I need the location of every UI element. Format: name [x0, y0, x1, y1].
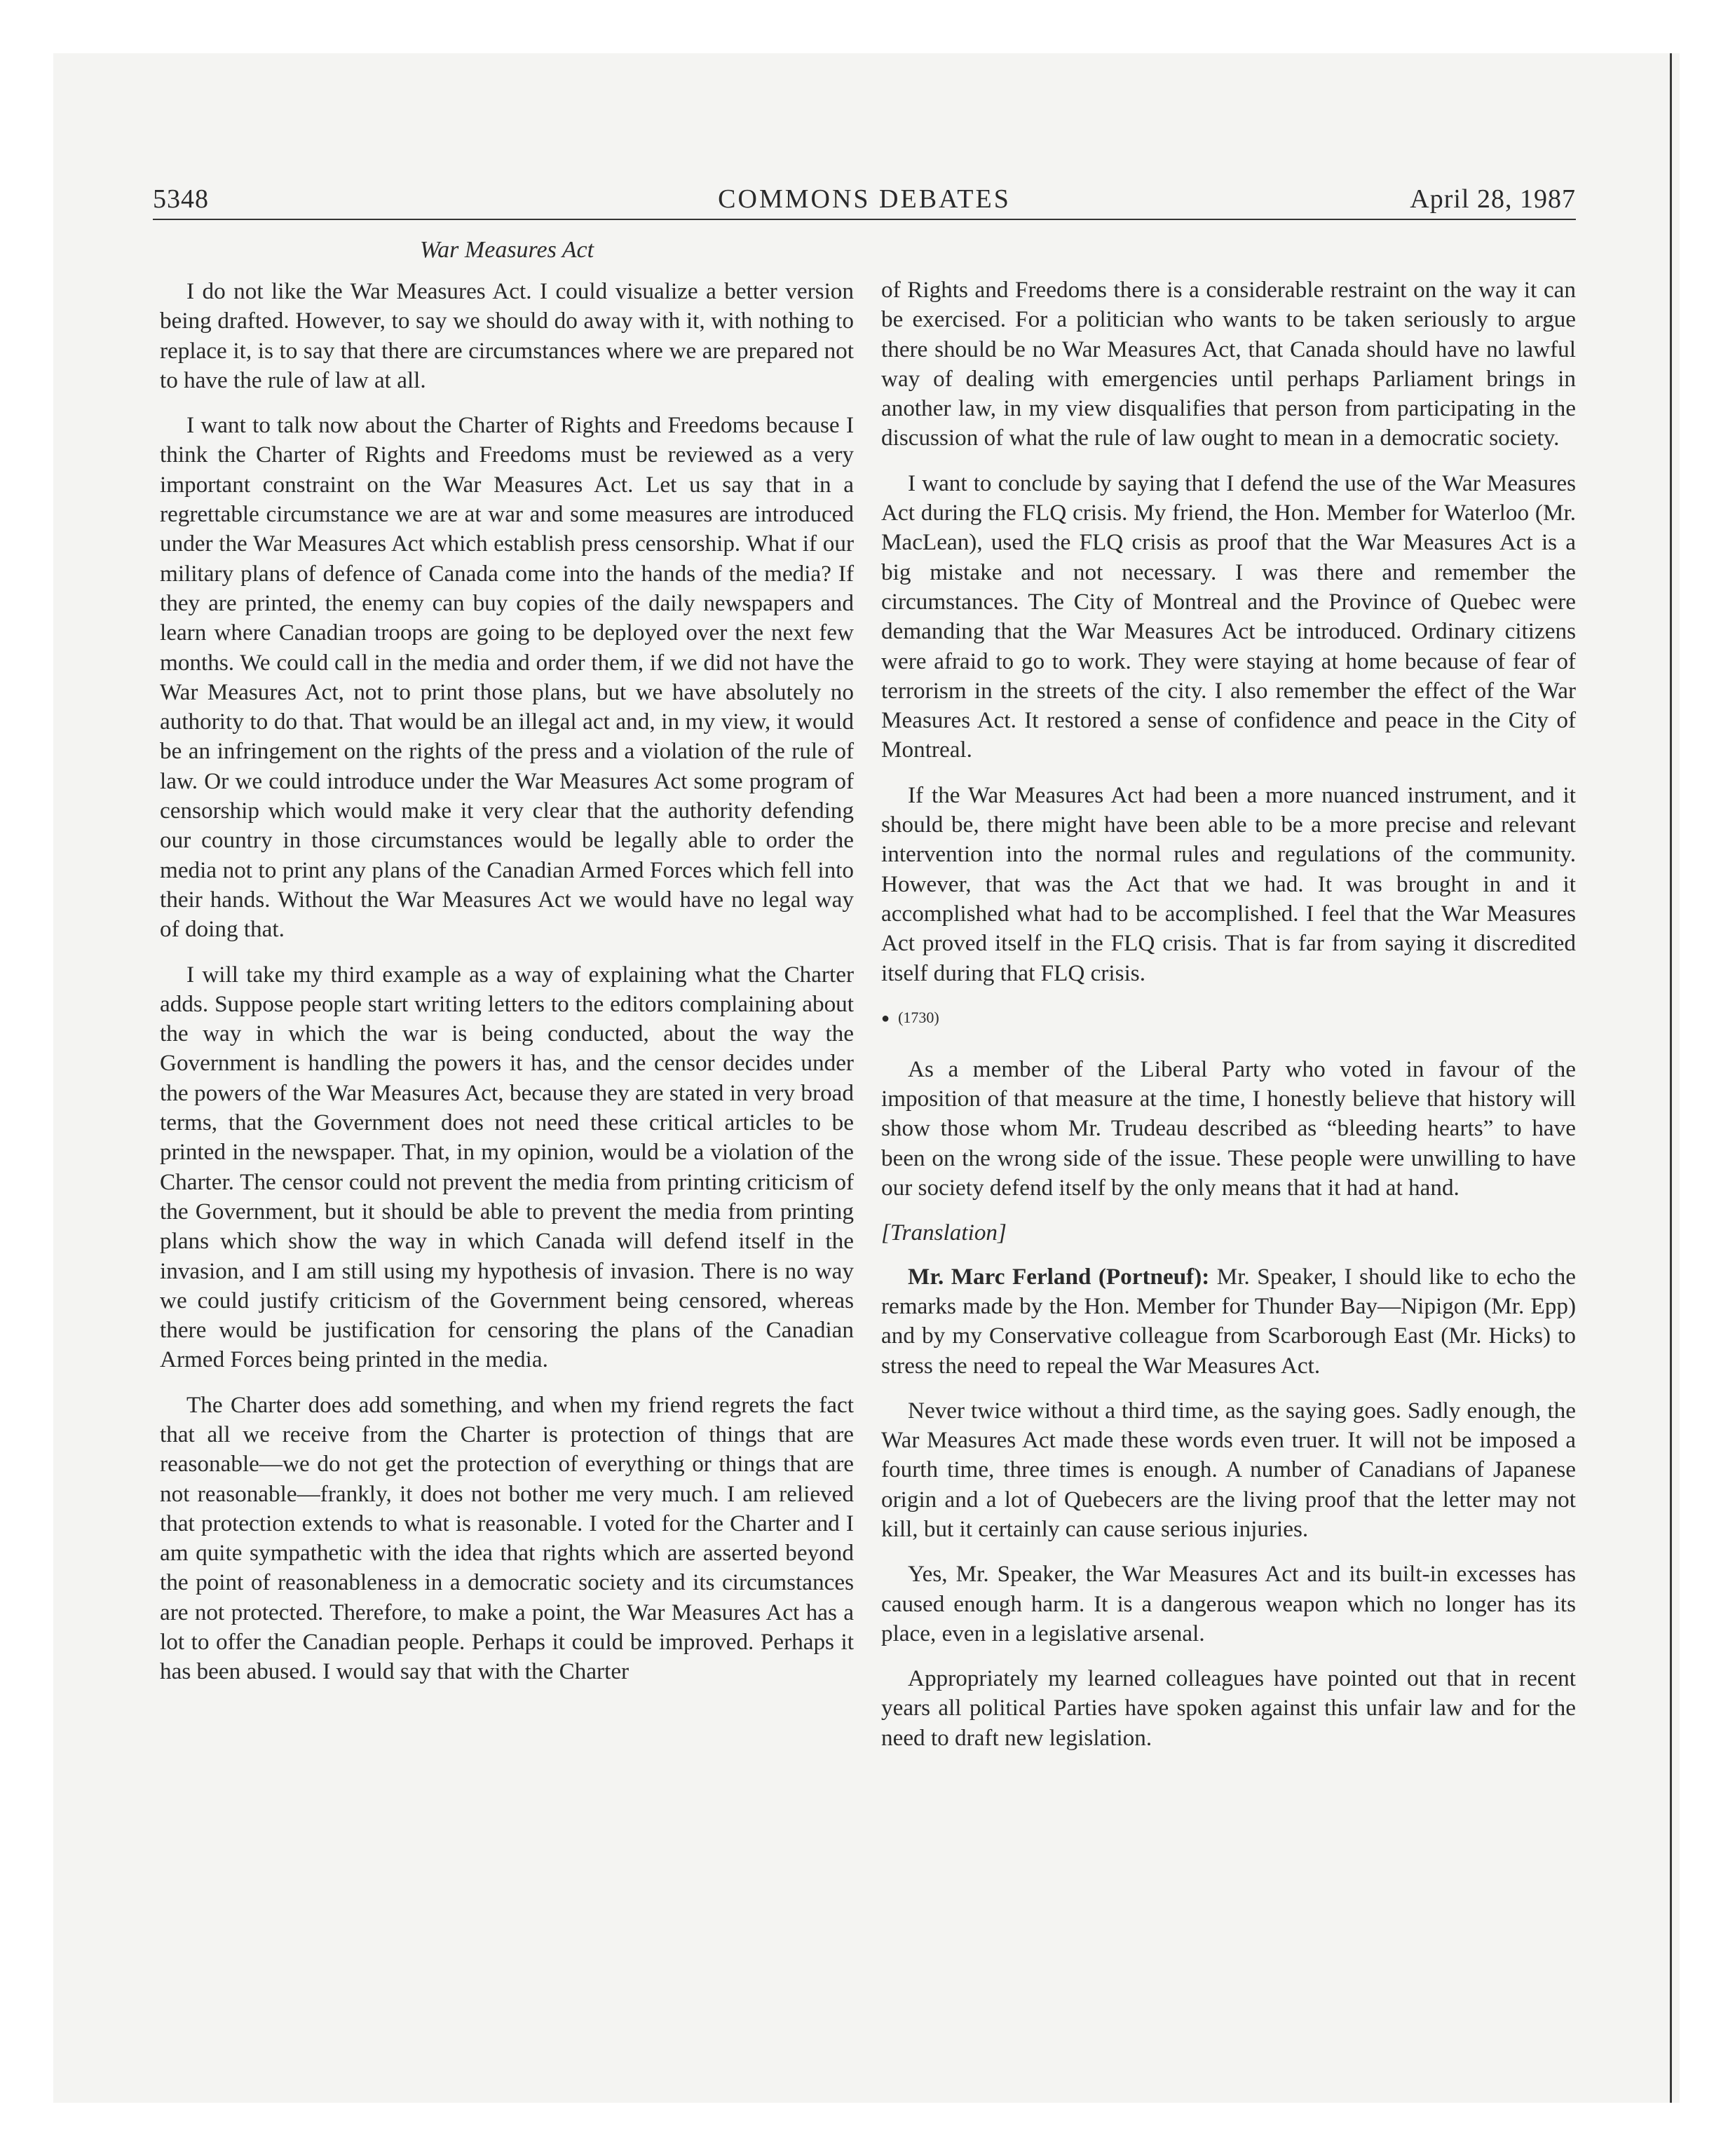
paragraph: I want to conclude by saying that I defend the use of the War Measures Act during the FLQ crisis. My friend, the Hon. Member for Waterloo (Mr. MacLean), used the FLQ crisis as proof that the War Measures Act is a big mistake and not necessary. I was there and remember the circumstances. The City of Montreal and the Province of Quebec were demanding that the War Measures Act be introduced. Ordinary citizens were afraid to go to work. They were staying at home because of fear of terrorism in the streets of the city. I also remember the effect of the War Measures Act. It restored a sense of confidence and peace in the City of Montreal. — [881, 470, 1576, 763]
right-column — [881, 275, 1576, 1768]
speaker-name: Mr. Marc Ferland (Portneuf): — [908, 1263, 1210, 1290]
timestamp-text: (1730) — [898, 1008, 939, 1026]
paragraph: As a member of the Liberal Party who voted in favour of the imposition of that measure at the time, I honestly believe that history will show those whom Mr. Trudeau described as “bleeding hearts” to have been on the wrong side of the issue. These people were unwilling to have our society defend itself by the only means that it had at hand. — [881, 1056, 1576, 1201]
section-title: War Measures Act — [419, 237, 594, 263]
publication-title: COMMONS DEBATES — [718, 184, 1011, 214]
timestamp — [881, 1004, 1576, 1032]
page-header — [153, 181, 1576, 217]
binding-edge — [1670, 53, 1672, 2103]
paragraph: Yes, Mr. Speaker, the War Measures Act and its built-in excesses has caused enough harm. It is a dangerous weapon which no longer has its place, even in a legislative arsenal. — [881, 1561, 1576, 1646]
paragraph: I will take my third example as a way of explaining what the Charter adds. Suppose people start writing letters to the editors complaining about the way in which the war is being conducted, about the way the Government is handling the powers it has, and the censor decides under the powers of the War Measures Act, because they are stated in very broad terms, that the Government does not need these critical articles to be printed in the newspaper. That, in my opinion, would be a violation of the Charter. The censor could not prevent the media from printing criticism of the Government, but it should be able to prevent the media from printing plans which show the way in which Canada will defend itself in the invasion, and I am still using my hypothesis of invasion. There is no way we could justify criticism of the Government being censored, whereas there would be justification for censoring the plans of the Canadian Armed Forces being printed in the media. — [160, 961, 854, 1373]
header-rule — [153, 219, 1576, 220]
paragraph: I want to talk now about the Charter of Rights and Freedoms because I think the Charter of Rights and Freedoms must be reviewed as a very important constraint on the War Measures Act. Let us say that in a regrettable circumstance we are at war and some measures are introduced under the War Measures Act which establish press censorship. What if our military plans of defence of Canada come into the hands of the media? If they are printed, the enemy can buy copies of the daily newspapers and learn where Canadian troops are going to be deployed over the next few months. We could call in the media and order them, if we did not have the War Measures Act, not to print those plans, but we have absolutely no authority to do that. That would be an illegal act and, in my view, it would be an infringement on the rights of the press and a violation of the rule of law. Or we could introduce under the War Measures Act some program of censorship which would make it very clear that the authority defending our country in those circumstances would be legally able to order the media not to print any plans of the Canadian Armed Forces which fell into their hands. Without the War Measures Act we would have no legal way of doing that. — [160, 412, 854, 943]
page-number: 5348 — [153, 184, 209, 214]
speaker-paragraph — [881, 1262, 1576, 1381]
publication-date: April 28, 1987 — [1410, 184, 1576, 214]
translation-label: [Translation] — [881, 1220, 1007, 1246]
speaker-text: Mr. Speaker, I should like to echo the remarks made by the Hon. Member for Thunder Bay—Nipigon (Mr. Epp) and by my Conservative colleague from Scarborough East (Mr. Hicks) to stress the need to repeal the War Measures Act. — [881, 1263, 1577, 1379]
paragraph: of Rights and Freedoms there is a considerable restraint on the way it can be exercised. For a politician who wants to be taken seriously to argue there should be no War Measures Act, that Canada should have no lawful way of dealing with emergencies until perhaps Parliament brings in another law, in my view disqualifies that person from participating in the discussion of what the rule of law ought to mean in a democratic society. — [881, 277, 1576, 451]
left-column — [160, 277, 854, 1703]
paragraph: I do not like the War Measures Act. I could visualize a better version being drafted. However, to say we should do away with it, with nothing to replace it, is to say that there are circumstances where we are prepared not to have the rule of law at all. — [160, 278, 854, 393]
bullet-icon: ● — [881, 1010, 890, 1026]
paragraph: Never twice without a third time, as the saying goes. Sadly enough, the War Measures Act made these words even truer. It will not be imposed a fourth time, three times is enough. A number of Canadians of Japanese origin and a lot of Quebecers are the living proof that the letter may not kill, but it certainly can cause serious injuries. — [881, 1397, 1576, 1542]
paragraph: Appropriately my learned colleagues have pointed out that in recent years all political Parties have spoken against this unfair law and for the need to draft new legislation. — [881, 1665, 1576, 1751]
paragraph: The Charter does add something, and when my friend regrets the fact that all we receive from the Charter is protection of things that are reasonable—we do not get the protection of everything or things that are not reasonable—frankly, it does not bother me very much. I am relieved that protection extends to what is reasonable. I voted for the Charter and I am quite sympathetic with the idea that rights which are asserted beyond the point of reasonableness in a democratic society and its circumstances are not protected. Therefore, to make a point, the War Measures Act has a lot to offer the Canadian people. Perhaps it could be improved. Perhaps it has been abused. I would say that with the Charter — [160, 1391, 854, 1685]
paragraph: If the War Measures Act had been a more nuanced instrument, and it should be, there might have been able to be a more precise and relevant intervention into the normal rules and regulations of the community. However, that was the Act that we had. It was brought in and it accomplished what had to be accomplished. I feel that the War Measures Act proved itself in the FLQ crisis. That is far from saying it discredited itself during that FLQ crisis. — [881, 782, 1576, 986]
